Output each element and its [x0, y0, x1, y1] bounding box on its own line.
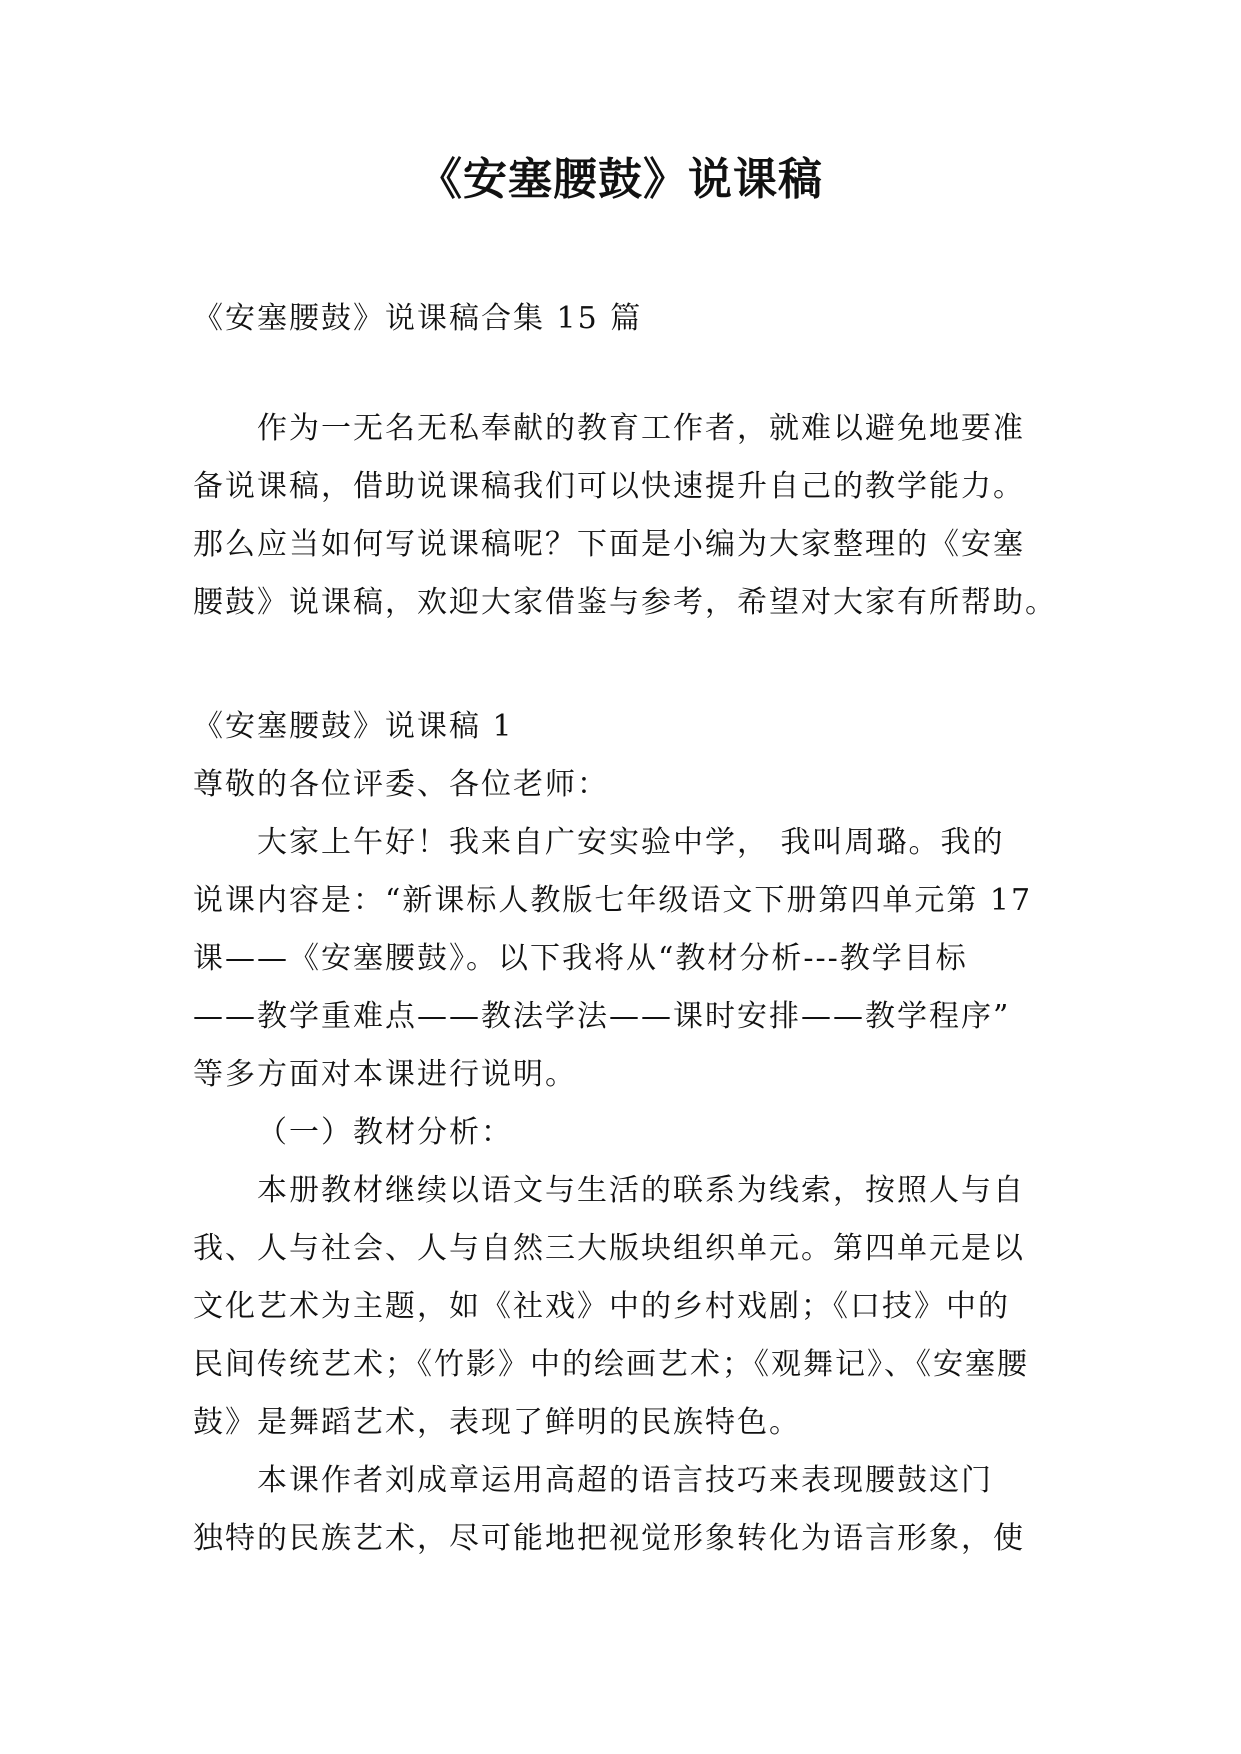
paragraph-line: 鼓》是舞蹈艺术，表现了鲜明的民族特色。 — [193, 1405, 801, 1440]
section-heading: 《安塞腰鼓》说课稿 1 — [193, 709, 514, 744]
intro-paragraph — [193, 400, 1073, 632]
subtitle-line: 《安塞腰鼓》说课稿合集 15 篇 — [193, 301, 643, 336]
paragraph-line: 我、人与社会、人与自然三大版块组织单元。第四单元是以 — [193, 1231, 1025, 1266]
paragraph-line: ——教学重难点——教法学法——课时安排——教学程序” — [193, 999, 1011, 1034]
intro-line: 那么应当如何写说课稿呢？下面是小编为大家整理的《安塞 — [193, 527, 1025, 562]
intro-line: 腰鼓》说课稿，欢迎大家借鉴与参考，希望对大家有所帮助。 — [193, 585, 1057, 620]
paragraph-line: 民间传统艺术；《竹影》中的绘画艺术；《观舞记》、《安塞腰 — [193, 1347, 1029, 1382]
intro-line: 备说课稿，借助说课稿我们可以快速提升自己的教学能力。 — [193, 469, 1025, 504]
paragraph-line: 大家上午好！我来自广安实验中学， 我叫周璐。我的 — [257, 825, 1005, 860]
paragraph-line: 独特的民族艺术，尽可能地把视觉形象转化为语言形象，使 — [193, 1521, 1025, 1556]
paragraph-line: 说课内容是：“新课标人教版七年级语文下册第四单元第 17 — [193, 883, 1033, 918]
section-1 — [193, 698, 1073, 1568]
document-title: 《安塞腰鼓》说课稿 — [418, 154, 823, 205]
document-subtitle — [193, 290, 1073, 348]
intro-line: 作为一无名无私奉献的教育工作者，就难以避免地要准 — [257, 411, 1025, 446]
greeting: 尊敬的各位评委、各位老师： — [193, 767, 609, 802]
paragraph-line: 本册教材继续以语文与生活的联系为线索，按照人与自 — [257, 1173, 1025, 1208]
paragraph-line: 课——《安塞腰鼓》。以下我将从“教材分析---教学目标 — [193, 941, 968, 976]
paragraph-line: 等多方面对本课进行说明。 — [193, 1057, 577, 1092]
paragraph-line: 文化艺术为主题，如《社戏》中的乡村戏剧；《口技》中的 — [193, 1289, 1010, 1324]
part-label: （一）教材分析： — [257, 1115, 513, 1150]
paragraph-line: 本课作者刘成章运用高超的语言技巧来表现腰鼓这门 — [257, 1463, 993, 1498]
